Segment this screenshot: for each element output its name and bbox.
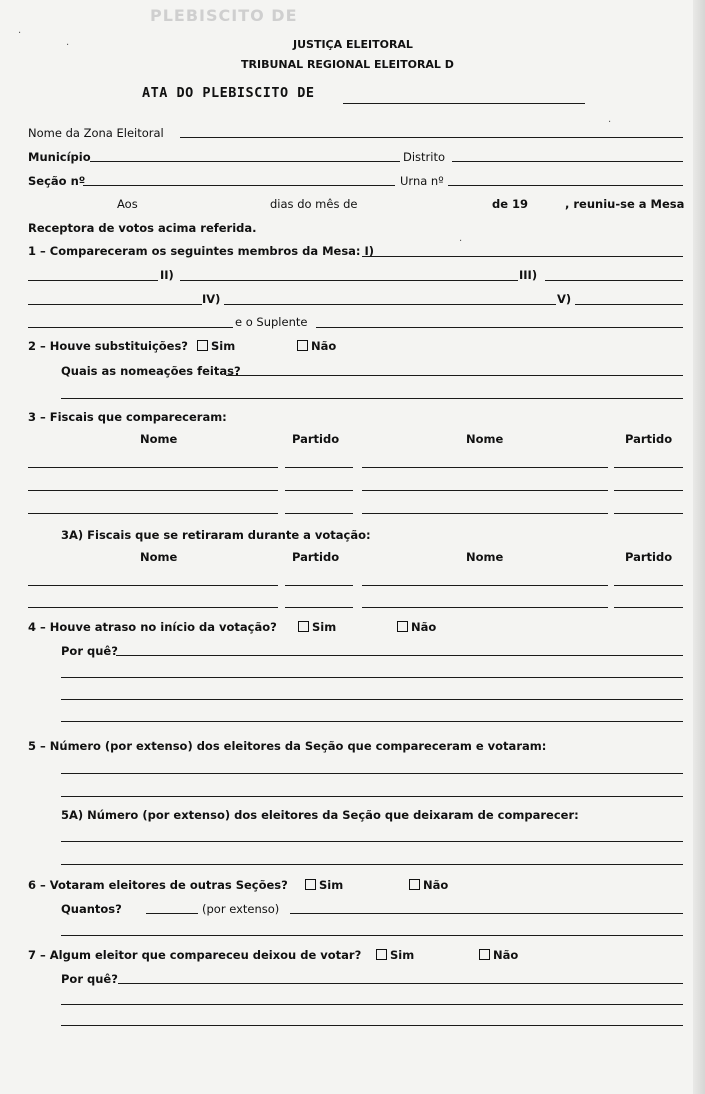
secao-field[interactable] [83,185,395,186]
checkbox-icon [397,621,408,632]
q3-nome-left-3[interactable] [28,513,278,514]
q6-extenso-field-2[interactable] [61,935,683,936]
q6-sim-label: Sim [319,878,344,892]
q1-member-iii-line-a[interactable] [180,280,518,281]
checkbox-icon [479,949,490,960]
tribunal-heading: TRIBUNAL REGIONAL ELEITORAL D [241,58,454,71]
q5-field-2[interactable] [61,796,683,797]
q3-partido-right-1[interactable] [614,467,683,468]
q1-ii-label: II) [160,268,174,282]
q2-sim-checkbox[interactable] [197,339,235,353]
q1-member-iv-line-b[interactable] [224,304,556,305]
q3a-partido-left-1[interactable] [285,585,353,586]
intro-reuniu: , reuniu-se a Mesa [565,197,685,211]
q3-partido-right-3[interactable] [614,513,683,514]
q1-member-v-line[interactable] [575,304,683,305]
q3a-nome-right-2[interactable] [362,607,608,608]
q1-suplente-line-a[interactable] [28,327,233,328]
intro-receptora: Receptora de votos acima referida. [28,221,257,235]
q2-sim-label: Sim [211,339,236,353]
q1-member-iv-line-a[interactable] [28,304,202,305]
q5a-label: 5A) Número (por extenso) dos eleitores da Seção que deixaram de comparecer: [61,808,579,822]
q1-suplente-line-b[interactable] [316,327,683,328]
q7-porque-label: Por quê? [61,972,118,986]
q2-nao-label: Não [311,339,337,353]
intro-aos: Aos [117,197,138,211]
municipio-label: Município [28,150,91,164]
q3-partido-left-3[interactable] [285,513,353,514]
q1-member-i[interactable] [362,256,683,257]
q3-nome-right-2[interactable] [362,490,608,491]
q6-sim-checkbox[interactable] [305,878,343,892]
q2-quais-label: Quais as nomeações feitas? [61,364,241,378]
q3a-partido-header-right: Partido [625,550,673,564]
q4-porque-field-1[interactable] [116,655,683,656]
q3-label: 3 – Fiscais que compareceram: [28,410,227,424]
q3-nome-right-3[interactable] [362,513,608,514]
scan-speck: · [18,28,22,39]
q3-partido-header-left: Partido [292,432,340,446]
q1-iii-label: III) [519,268,538,282]
q7-nao-checkbox[interactable] [479,948,518,962]
q6-nao-label: Não [423,878,449,892]
q2-quais-field-2[interactable] [61,398,683,399]
q3a-partido-header-left: Partido [292,550,340,564]
q3-partido-header-right: Partido [625,432,673,446]
q1-member-ii-line-a[interactable] [28,280,158,281]
q4-label: 4 – Houve atraso no início da votação? [28,620,277,634]
q6-quantos-field[interactable] [146,913,198,914]
intro-dias: dias do mês de [270,197,358,211]
q3a-partido-left-2[interactable] [285,607,353,608]
bleed-through-title: PLEBISCITO DE [150,6,298,25]
q7-sim-label: Sim [390,948,415,962]
zona-label: Nome da Zona Eleitoral [28,126,164,140]
q4-porque-field-2[interactable] [61,677,683,678]
urna-label: Urna nº [400,174,444,188]
q3a-label: 3A) Fiscais que se retiraram durante a votação: [61,528,371,542]
q3-nome-header-left: Nome [140,432,178,446]
urna-field[interactable] [448,185,683,186]
q3-partido-left-1[interactable] [285,467,353,468]
checkbox-icon [376,949,387,960]
checkbox-icon [298,621,309,632]
secao-label: Seção nº [28,174,86,188]
municipio-field[interactable] [90,161,400,162]
checkbox-icon [197,340,208,351]
q3-nome-left-1[interactable] [28,467,278,468]
q6-extenso-label: (por extenso) [202,902,280,916]
q3a-nome-header-left: Nome [140,550,178,564]
q2-label: 2 – Houve substituições? [28,339,188,353]
q1-suplente-label: e o Suplente [235,315,308,329]
q4-porque-label: Por quê? [61,644,118,658]
q3-nome-right-1[interactable] [362,467,608,468]
q1-member-iii-line-b[interactable] [545,280,683,281]
q7-porque-field-1[interactable] [118,983,683,984]
q6-extenso-field-1[interactable] [290,913,683,914]
q6-quantos-label: Quantos? [61,902,122,916]
q4-nao-label: Não [411,620,437,634]
q3-nome-left-2[interactable] [28,490,278,491]
q3a-partido-right-1[interactable] [614,585,683,586]
scan-speck: · [459,236,463,247]
q2-nao-checkbox[interactable] [297,339,336,353]
q3a-nome-left-2[interactable] [28,607,278,608]
q6-label: 6 – Votaram eleitores de outras Seções? [28,878,288,892]
scan-speck: · [66,40,70,51]
zona-field[interactable] [180,137,683,138]
q3a-partido-right-2[interactable] [614,607,683,608]
q3a-nome-right-1[interactable] [362,585,608,586]
q3a-nome-header-right: Nome [466,550,504,564]
q5-label: 5 – Número (por extenso) dos eleitores da Seção que compareceram e votaram: [28,739,547,753]
q5a-field-1[interactable] [61,841,683,842]
q6-nao-checkbox[interactable] [409,878,448,892]
q3-nome-header-right: Nome [466,432,504,446]
distrito-label: Distrito [403,150,446,164]
q1-v-label: V) [557,292,572,306]
scan-speck: · [608,117,612,128]
q4-porque-field-4[interactable] [61,721,683,722]
page-edge-shadow [693,0,705,1094]
checkbox-icon [297,340,308,351]
q3-partido-right-2[interactable] [614,490,683,491]
q4-sim-label: Sim [312,620,337,634]
q3-partido-left-2[interactable] [285,490,353,491]
q7-porque-field-3[interactable] [61,1025,683,1026]
checkbox-icon [409,879,420,890]
page-title: ATA DO PLEBISCITO DE [142,85,315,101]
q2-quais-field[interactable] [226,375,683,376]
q1-label: 1 – Compareceram os seguintes membros da Mesa: I) [28,244,375,258]
q4-porque-field-3[interactable] [61,699,683,700]
q5a-field-2[interactable] [61,864,683,865]
distrito-field[interactable] [452,161,683,162]
q4-nao-checkbox[interactable] [397,620,436,634]
q7-label: 7 – Algum eleitor que compareceu deixou de votar? [28,948,362,962]
checkbox-icon [305,879,316,890]
q7-nao-label: Não [493,948,519,962]
q7-porque-field-2[interactable] [61,1004,683,1005]
q4-sim-checkbox[interactable] [298,620,336,634]
intro-de19: de 19 [492,197,529,211]
q1-iv-label: IV) [202,292,221,306]
q5-field-1[interactable] [61,773,683,774]
org-heading: JUSTIÇA ELEITORAL [293,38,413,51]
q3a-nome-left-1[interactable] [28,585,278,586]
q7-sim-checkbox[interactable] [376,948,414,962]
title-blank[interactable] [343,103,585,104]
